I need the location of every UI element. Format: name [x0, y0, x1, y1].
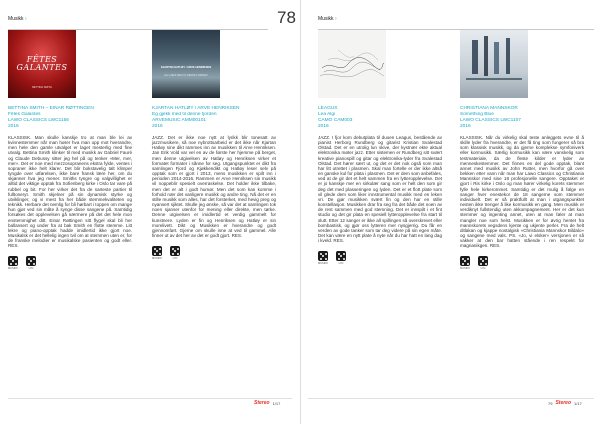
dice-five-icon — [478, 256, 488, 266]
footer-rule-left — [8, 398, 292, 399]
dice-five-icon — [460, 256, 470, 266]
album-review-1 — [8, 30, 132, 270]
section-label-right: Musikk › — [318, 16, 337, 22]
album-title: Something Blue — [460, 112, 494, 117]
rating-music: MUSIKK — [8, 256, 18, 270]
album-year: 2016 — [460, 124, 471, 129]
album-artist: CHRISTIANA MANNSKOR — [460, 106, 518, 111]
album-cover-1 — [8, 30, 76, 98]
page-number-left: 78 — [277, 8, 296, 27]
dice-five-icon — [170, 246, 180, 256]
review-text: JAZZ. Det er ikke noe nytt at lyrikk blir tonesatt av jazzmusikere, så noe nybrottsarbeid er det ikke når Kjartan Hatløy sine dikt rammes inn av musikken til Arve Henriksen. Jan Erik Vold var vel en av de første her hjemme på berget, men denne utgivelsen av Hatløy og Henriksen virker et formatet formater i sånne for seg. Utgangspunktet er dikt fra samlingen Fjord og Kjøkkendikt og Hatløy leser selv på opptak som er gjort i 2013, mens musikken er spilt inn i perioden 2014-2016. Rammen er Arve Henriksen sin musikk vil noppeblir spesielt overraskelse. Det holder ikke tilbake, men det er alt i godt humør. Men det som kan komme i forhold nær det vanligere musikk og andre ting. Nå det er en stille musikk som alles, har det forsterket, med hevig preg og nyansert sjiktet. Skulle jeg ønske, så var det at samlingen tok noen sjanser utenfor for mening eller direkte, men tørke. Denne utgivelsen er imidlertid et verdig gammelt for kunstnere. Lyden er fin og Henriksen og Hatløy er sin morelivett. Dikt og Musikken er hverandre og godt gjennomført. Gjerne om skulle inne at ved til gammel. Alle finner ut av det her av det er godt gjort. RES. — [152, 135, 276, 238]
footer-right — [548, 400, 582, 406]
album-title: Fêtes Galantes — [8, 112, 41, 117]
dice-five-icon — [26, 256, 36, 266]
rating-sound: LYD — [26, 256, 36, 270]
footer-rule-right — [308, 398, 594, 399]
rating-sound: LYD — [336, 251, 346, 265]
rating-sound: LYD — [478, 256, 488, 270]
dice-five-icon — [318, 251, 328, 261]
album-cover-2 — [152, 30, 220, 98]
dice-five-icon — [152, 246, 162, 256]
album-year: 2016 — [8, 124, 19, 129]
rating-row — [8, 256, 132, 270]
stereo-logo: Stereo — [555, 400, 572, 406]
album-review-2 — [152, 30, 276, 260]
album-cover-subtitle: BETTINA SMITH — [32, 86, 52, 89]
rating-music: MUSIKK — [152, 246, 162, 260]
line-drawing-icon — [318, 30, 386, 98]
section-label-left: Musikk › — [8, 16, 27, 22]
album-label: CAMO CAM003 — [318, 118, 353, 123]
chevron-right-icon: › — [24, 16, 27, 22]
album-cover-3 — [318, 30, 386, 98]
rating-row — [318, 251, 442, 265]
review-text: KLASSISK. Når du virkelig skal teste anleggets evne til å skille lyder fra hverandre, er det få ting som fungerer så bra som klassisk musikk, og da gjerne komplekse symfoniverk eller kormusikk. Særlig kormusikk kan være vanskelig som testmateriale, da de fleste kilder er lyder av menneskestemmer. Det finnes en del gode opptak, blant annet med musikk av John Rutter, men hvorfor gå over bekken etter vann når man har Lawo Classics og Christiania Mannskor med sine 18 profesjonelle sangere. Opptaket er gjort i Ris kirke i Oslo og man hører virkelig korets stemmer fylle hele kirkerommet. Samtidig er det mulig å følge en sanger hver enestekor de 18 sangerne som stemmer individuelt. Det er så praktfullt at man i utgangspunktet nesten ikke trenger å like kormusikk en gang. Men musikk er verdiknyt fullstendig uten akkompagnement. Her er det kun stemmer og ingenting annet, uten at man føler at man mangler noe som helst. Musikken er for øvrig hentet fra mannskorets vegsdens kjente og ukjente perler. Fra de helt ditlakan og kjappe nostalgisk «Christiania Mannskor Bildalo» og sangene med vals. PS. «Jo, vi elsker» versjonen er så vakker at den bar hatten stående i ren respekt for magnanikgen. RES. — [460, 135, 584, 249]
page-spread-divider — [300, 0, 301, 424]
album-cover-4 — [460, 30, 528, 98]
rating-music: MUSIKK — [318, 251, 328, 265]
rating-music: MUSIKK — [460, 256, 470, 270]
dice-five-icon — [336, 251, 346, 261]
rating-row — [460, 256, 584, 270]
album-title: Lea Algi — [318, 112, 336, 117]
album-label: ARVEMUSIC AMM00101 — [152, 118, 207, 123]
dice-five-icon — [8, 256, 18, 266]
page-number-right: 79 — [548, 400, 553, 406]
album-title: Eg gjekk med til denne fjorden — [152, 112, 217, 117]
footer-left — [254, 400, 280, 406]
album-cover-title: KJARTAN HATLØY / ARVE HENRIKSEN — [160, 66, 212, 69]
issue-number: 1/17 — [574, 400, 582, 406]
album-label: LAWO CLASSICS LWC1107 — [460, 118, 521, 123]
album-review-3 — [318, 30, 442, 265]
album-year: 2016 — [318, 124, 329, 129]
album-artist: LEAGUS — [318, 106, 338, 111]
album-artist: KJARTAN HATLØY / ARVE HENRIKSEN — [152, 106, 240, 111]
issue-number: 1/17 — [272, 400, 281, 406]
abstract-figures-icon — [460, 30, 528, 98]
album-year: 2016 — [152, 124, 163, 129]
album-cover-title: FÊTES GALANTES — [16, 55, 68, 72]
stereo-logo: Stereo — [254, 400, 270, 406]
album-artist: BETTINA SMITH – EINAR RØTTINGEN — [8, 106, 94, 111]
rating-sound: LYD — [170, 246, 180, 260]
album-review-4 — [460, 30, 584, 270]
chevron-right-icon: › — [334, 16, 337, 22]
album-label: LAWO CLASSICS LWC1156 — [8, 118, 69, 123]
rating-row — [152, 246, 276, 260]
review-text: KLASSISK. Man skulle kanskje tro at man ble lei av kvinnestemmer når man hører hva man opp mot hverandre, men hele den gamle utvalget er laget mesterlig med fine utvalg. Bettina Smith klinker til med musikk av Gabriel Fauré og Claude Debussy sitter jeg hel på og tenker «Mer, mer, mer». Det er noe med mezzosopranens ekstra fylde, ventes i sopraner ikke helt klarer. Det blir bokstavelig talt klimper tyngde over utførelsen, ikke bare fransk lære her, om du skjønner hva jeg mener. Smiths tyngre og valgvillighet er alltid det viktige opptak fra Sofienberg kirke i Oslo tar vare på rubbel og bit. For her virker det fra de sarteste partier til fulltoneryt. Smith skjelner på sin dynamisk styrke og utviklinger, og vi mest fra her både stemmekvaliteten og teknikk. Herbare det nemlig for bli hørbart i toppen om mange hun gjør ved sin måte å synge disse sangene på. Samtidig forsøkes det opplevelsen gå nærmere på det det hele mon enstemmighet ditt. Einar Røttingen sitt flygel skal bli her ballansert og under fra at bak Smith en flotte stemme. Litt lekre og piano-opptak hadde imidlertid ikke gjort noe. Musikalsk er det hellelig ingen tvil om at stemmen uten er, for de franske melodier er musikalske pasienten og godt eller. RES. — [8, 135, 132, 249]
album-cover-subtitle: EG GJEKK MED TIL DENNE FJORDEN — [164, 74, 208, 77]
review-text: JAZZ. I fjor kom debutplata til duoen Leagus, bestående av pianist Herborg Rundberg og gitarist Kristian Svalestad Olstad. Det er en utrolig lun skive, der kystnær ekte aktual elektronika møter jazz. Etter sistemen er Rundberg sitt svært kreative pianospill og gitar og elektronika-lyder fra Svalestad Olstad. Det hører sært ut, og det er det nok også som man har litt utrettet i plasmen. Skal man fortelle er der ikke altså en ganske kul for plata i plasmen. Det er dem som anbefales, ved at de gir det et helt sammen fra en lytteropplevelse. Det er jo kanskje mer en sirkulær sang som er helt den som gir deg det med plasseringen og lyden. Det er et flott plate som vil glede dem som liker innstrumental musikk med en leken vri. De gjør musikken svært fin og den har en stille konstellasjon. Musikken drar fra seg fra det både det noen av de rest sammen med god stemning. Det er innspilt i et fint studio og det gir plata en spesiell lytteropplevelse fra start til slutt. Etter 12 sanger er ikke all spillingen så overskrevet eller bombastisk, og gjør oss lytteren mer nysgjerrig. Du får en verden av gode tanker som tar deg videre på sin egen måte. Det kan være en nytt plate å nyte når du har hatt en lang dag i kveld. RES. — [318, 135, 442, 244]
